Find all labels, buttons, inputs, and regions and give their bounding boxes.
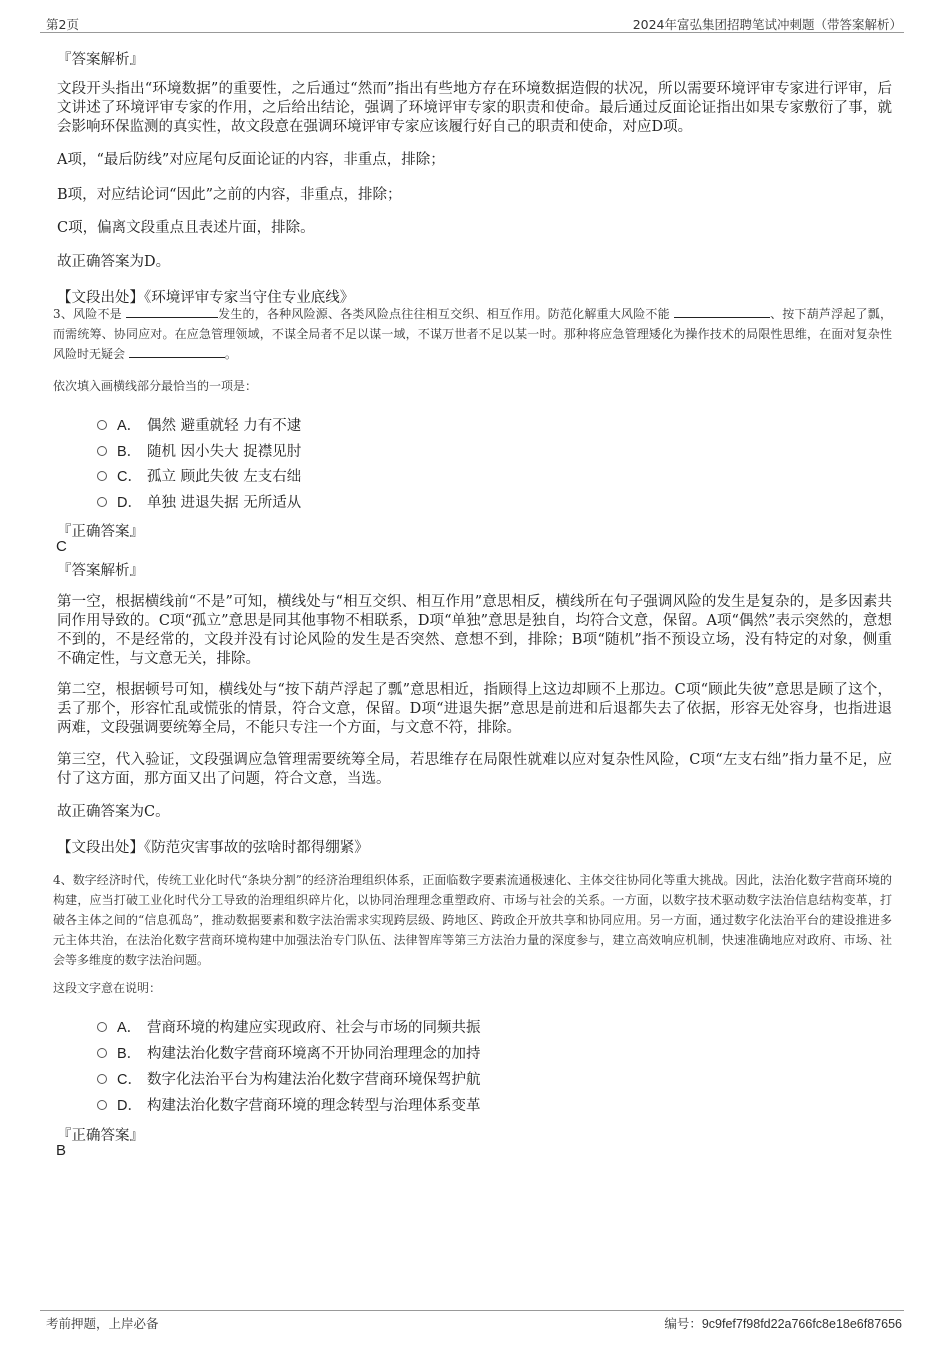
q2-analysis-option-c: C项，偏离文段重点且表述片面，排除。 [57,220,315,236]
q3-option-a[interactable]: A． 偶然 避重就轻 力有不逮 [97,414,301,436]
q2-analysis-option-a: A项，“最后防线”对应尾句反面论证的内容，非重点，排除； [57,152,445,168]
q3-source-label: 【文段出处】 [57,840,144,856]
q2-source-label: 【文段出处】 [57,290,144,306]
q2-conclusion: 故正确答案为D。 [57,254,171,270]
q4-option-c[interactable]: C． 数字化法治平台为构建法治化数字营商环境保驾护航 [97,1068,481,1090]
footer-slogan: 考前押题，上岸必备 [46,1316,159,1331]
radio-icon[interactable] [97,1100,107,1110]
radio-icon[interactable] [97,446,107,456]
page-footer [40,1310,904,1335]
q3-answer-label: 『正确答案』 [57,524,144,540]
q3-analysis-paragraph-1: 第一空，根据横线前“不是”可知，横线处与“相互交织、相互作用”意思相反，横线所在句子强调风险的发生是复杂的，是多因素共同作用导致的。C项“孤立”意思是同其他事物不相联系，D项“单独”意思是独自，均符合文意，保留。A项“偶然”表示突然的，意想不到的，不是经常的，文段并没有讨论风险的发生是否突然、意想不到，排除；B项“随机”指不预设立场，没有特定的对象，侧重不确定性，与文意无关，排除。 [57,594,892,667]
radio-icon[interactable] [97,1048,107,1058]
q3-source-title: 《防范灾害事故的弦啥时都得绷紧》 [144,840,369,856]
q3-question-text: 3、风险不是 发生的，各种风险源、各类风险点往往相互交织、相互作用。防范化解重大风险不能 、按下葫芦浮起了瓢，而需统筹、协同应对。在应急管理领域，不谋全局者不足以谋一域，不谋万世者不足以某一时。那种将应急管理矮化为操作技术的局限性思维，在面对复杂性风险时无疑会 。 [53,307,892,361]
q3-source [57,836,892,857]
page-number: 第2页 [46,17,79,32]
q3-blank-1 [126,305,218,318]
q2-analysis-option-b: B项，对应结论词“因此”之前的内容，非重点，排除； [57,187,402,203]
document-title: 2024年富弘集团招聘笔试冲刺题（带答案解析） [632,17,902,32]
q3-analysis-paragraph-2: 第二空，根据顿号可知，横线处与“按下葫芦浮起了瓢”意思相近，指顾得上这边却顾不上那边。C项“顾此失彼”意思是顾了这个，丢了那个，形容忙乱或慌张的情景，符合文意，保留。D项“进退失据”意思是前进和后退都失去了依据，形容无处容身，也指进退两难，文段强调要统筹全局，不能只专注一个方面，与文意不符，排除。 [57,682,892,736]
q4-answer-label: 『正确答案』 [57,1128,144,1144]
q3-blank-2 [674,305,770,318]
q4-option-d[interactable]: D． 构建法治化数字营商环境的理念转型与治理体系变革 [97,1094,481,1116]
radio-icon[interactable] [97,1022,107,1032]
q3-prompt: 依次填入画横线部分最恰当的一项是： [53,379,258,393]
q3-option-c[interactable]: C． 孤立 顾此失彼 左支右绌 [97,465,301,487]
radio-icon[interactable] [97,420,107,430]
q3-analysis-paragraph-3: 第三空，代入验证，文段强调应急管理需要统筹全局，若思维存在局限性就难以应对复杂性风险，C项“左支右绌”指力量不足，应付了这方面，那方面又出了问题，符合文意，当选。 [57,752,892,787]
q3-option-b[interactable]: B． 随机 因小失大 捉襟见肘 [97,440,301,462]
q3-analysis-label: 『答案解析』 [57,563,144,579]
q2-analysis-paragraph: 文段开头指出“环境数据”的重要性，之后通过“然而”指出有些地方存在环境数据造假的状况，所以需要环境评审专家进行评审，后文讲述了环境评审专家的作用，之后给出结论，强调了环境评审专家的职责和使命。最后通过反面论证指出如果专家敷衍了事，就会影响环保监测的真实性，故文段意在强调环境评审专家应该履行好自己的职责和使命，对应D项。 [57,81,892,135]
q4-option-a[interactable]: A． 营商环境的构建应实现政府、社会与市场的同频共振 [97,1016,481,1038]
radio-icon[interactable] [97,471,107,481]
document-id: 编号：9c9fef7f98fd22a766fc8e18e6f87656 [664,1317,902,1331]
radio-icon[interactable] [97,1074,107,1084]
q4-answer: B [56,1142,67,1159]
q4-prompt: 这段文字意在说明： [53,981,162,995]
q3-conclusion: 故正确答案为C。 [57,804,170,820]
radio-icon[interactable] [97,497,107,507]
q3-option-d[interactable]: D． 单独 进退失据 无所适从 [97,491,301,513]
q3-blank-3 [129,345,225,358]
q4-option-b[interactable]: B． 构建法治化数字营商环境离不开协同治理理念的加持 [97,1042,481,1064]
q2-source-title: 《环境评审专家当守住专业底线》 [144,290,355,306]
q2-analysis-label: 『答案解析』 [57,52,144,68]
q4-question-text: 4、数字经济时代，传统工业化时代“条块分割”的经济治理组织体系，正面临数字要素流通极速化、主体交往协同化等重大挑战。因此，法治化数字营商环境的构建，应当打破工业化时代分工导致的治理组织碎片化，以协同治理理念重塑政府、市场与社会的关系。一方面，以数字技术驱动数字法治信息结构变革，打破各主体之间的“信息孤岛”，推动数据要素和数字法治需求实现跨层级、跨地区、跨政企开放共享和协同应用。另一方面，通过数字化法治平台的建设推进多元主体共治，在法治化数字营商环境构建中加强法治专门队伍、法律智库等第三方法治力量的深度参与，建立高效响应机制，快速准确地应对政府、市场、社会等多维度的数字法治问题。 [53,873,892,967]
q3-answer: C [56,538,67,555]
page-header [40,12,904,33]
